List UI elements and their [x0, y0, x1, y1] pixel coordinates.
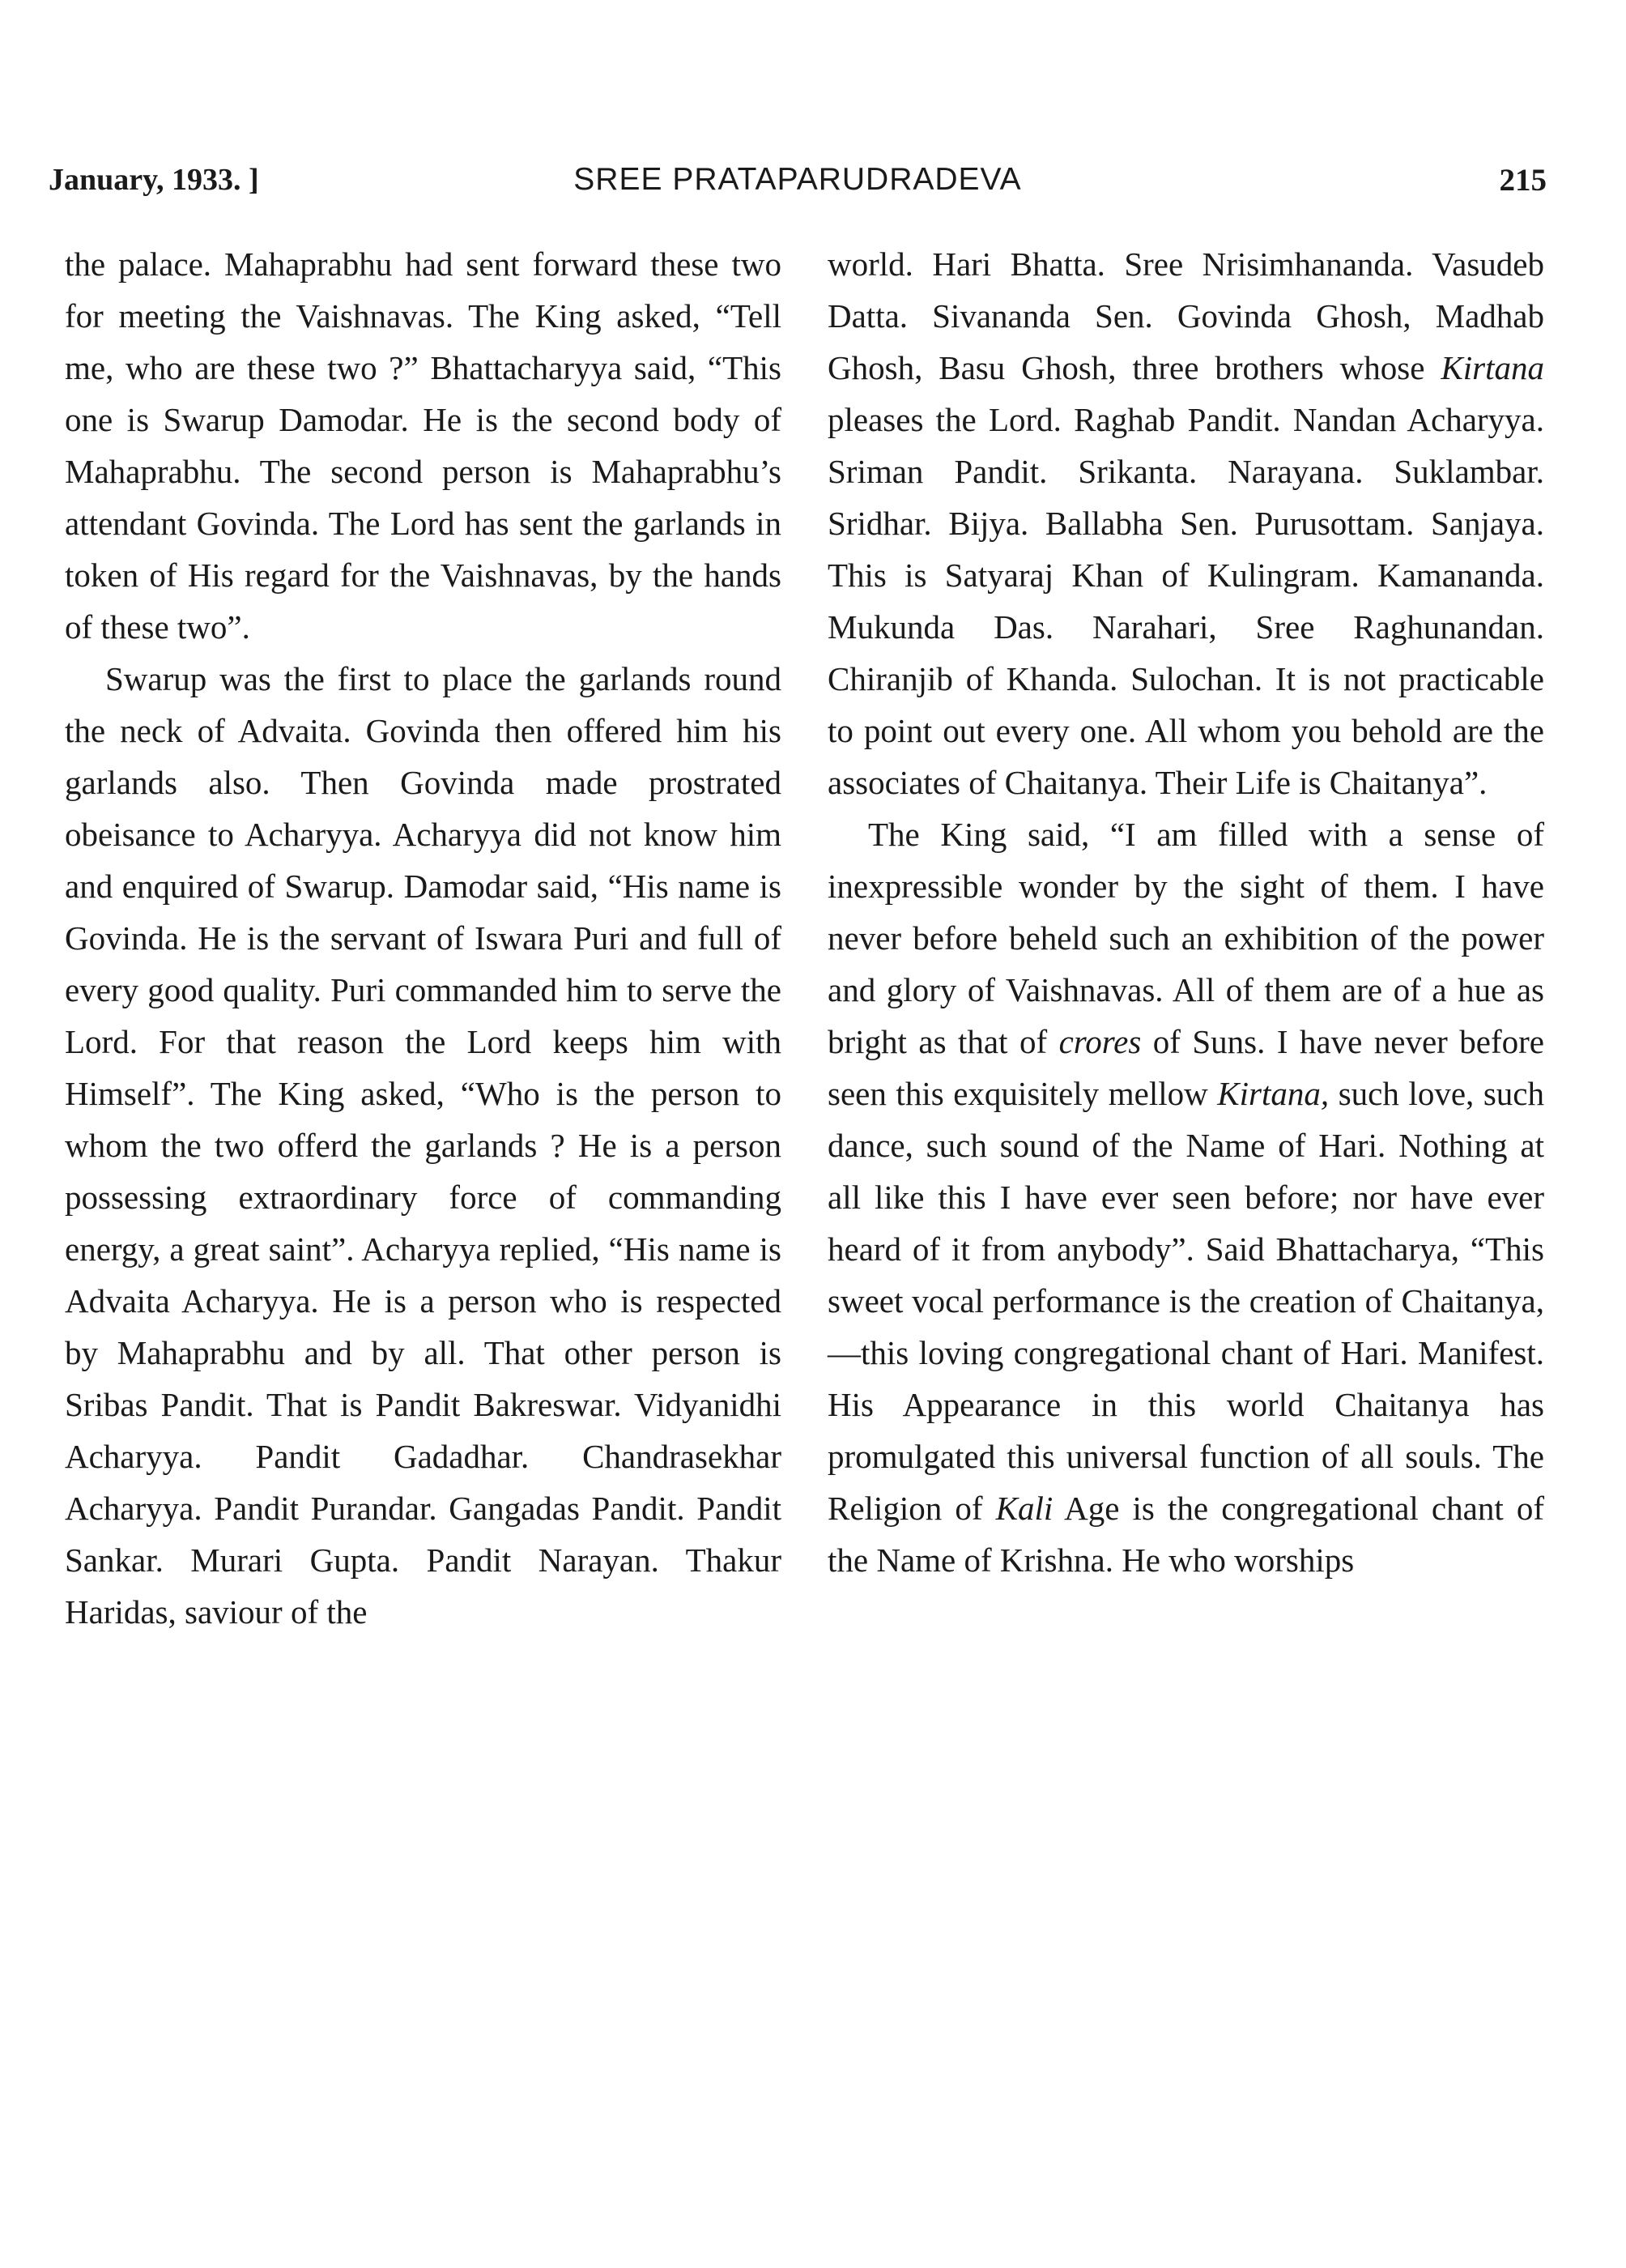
left-column	[65, 238, 781, 1638]
text-run: The King said, “I am filled with a sense of inexpressible wonder by the sight of them. I have never before beheld such an exhibition of the power and glory of Vaishnavas. All of them are of a hue as bright as that of	[828, 816, 1544, 1060]
italic-text: crores	[1058, 1023, 1142, 1060]
paragraph	[828, 238, 1544, 808]
page-header	[49, 162, 1547, 219]
page-number: 215	[1499, 163, 1547, 198]
text-run: world. Hari Bhatta. Sree Nrisimhananda. Vasudeb Datta. Sivananda Sen. Govinda Ghosh, Madhab Ghosh, Basu Ghosh, three brothers whose	[828, 245, 1544, 386]
paragraph	[65, 653, 781, 1638]
paragraph	[65, 238, 781, 653]
text-run: of Suns. I have never before seen this exquisitely mellow	[828, 1023, 1544, 1112]
text-run: Swarup was the first to place the garlands round the neck of Advaita. Govinda then offered him his garlands also. Then Govinda made prostrated obeisance to Acharyya. Acharyya did not know him and enquired of Swarup. Damodar said, “His name is Govinda. He is the servant of Iswara Puri and full of every good quality. Puri commanded him to serve the Lord. For that reason the Lord keeps him with Himself”. The King asked, “Who is the person to whom the two offerd the garlands ? He is a person possessing extraordinary force of commanding energy, a great saint”. Acharyya replied, “His name is Advaita Acharyya. He is a person who is respected by Mahaprabhu and by all. That other person is Sribas Pandit. That is Pandit Bakreswar. Vidyanidhi Acharyya. Pandit Gadadhar. Chandrasekhar Acharyya. Pandit Purandar. Gangadas Pandit. Pandit Sankar. Murari Gupta. Pandit Narayan. Thakur Haridas, saviour of the	[65, 660, 781, 1631]
right-column	[828, 238, 1544, 1586]
issue-date: January, 1933. ]	[49, 163, 259, 197]
text-run: Age is the congregational chant of the Name of Krishna. He who worships	[828, 1490, 1544, 1579]
text-run: the palace. Mahaprabhu had sent forward these two for meeting the Vaishnavas. The King asked, “Tell me, who are these two ?” Bhattacharyya said, “This one is Swarup Damodar. He is the second body of Mahaprabhu. The second person is Mahaprabhu’s attendant Govinda. The Lord has sent the garlands in token of His regard for the Vaishnavas, by the hands of these two”.	[65, 245, 781, 646]
italic-text: Kirtana	[1441, 349, 1544, 386]
paragraph	[828, 808, 1544, 1586]
italic-text: Kirtana,	[1217, 1075, 1330, 1112]
italic-text: Kali	[995, 1490, 1053, 1527]
text-run: such love, such dance, such sound of the Name of Hari. Nothing at all like this I have ever seen before; nor have ever heard of it from anybody”. Said Bhattacharya, “This sweet vocal performance is the creation of Chaitanya,—this loving congregational chant of Hari. Manifest. His Appearance in this world Chaitanya has promulgated this universal function of all souls. The Religion of	[828, 1075, 1544, 1527]
text-run: pleases the Lord. Raghab Pandit. Nandan Acharyya. Sriman Pandit. Srikanta. Narayana. Suklambar. Sridhar. Bijya. Ballabha Sen. Purusottam. Sanjaya. This is Satyaraj Khan of Kulingram. Kamananda. Mukunda Das. Narahari, Sree Raghunandan. Chiranjib of Khanda. Sulochan. It is not practicable to point out every one. All whom you behold are the associates of Chaitanya. Their Life is Chaitanya”.	[828, 401, 1544, 801]
running-title: SREE PRATAPARUDRADEVA	[573, 162, 1022, 197]
